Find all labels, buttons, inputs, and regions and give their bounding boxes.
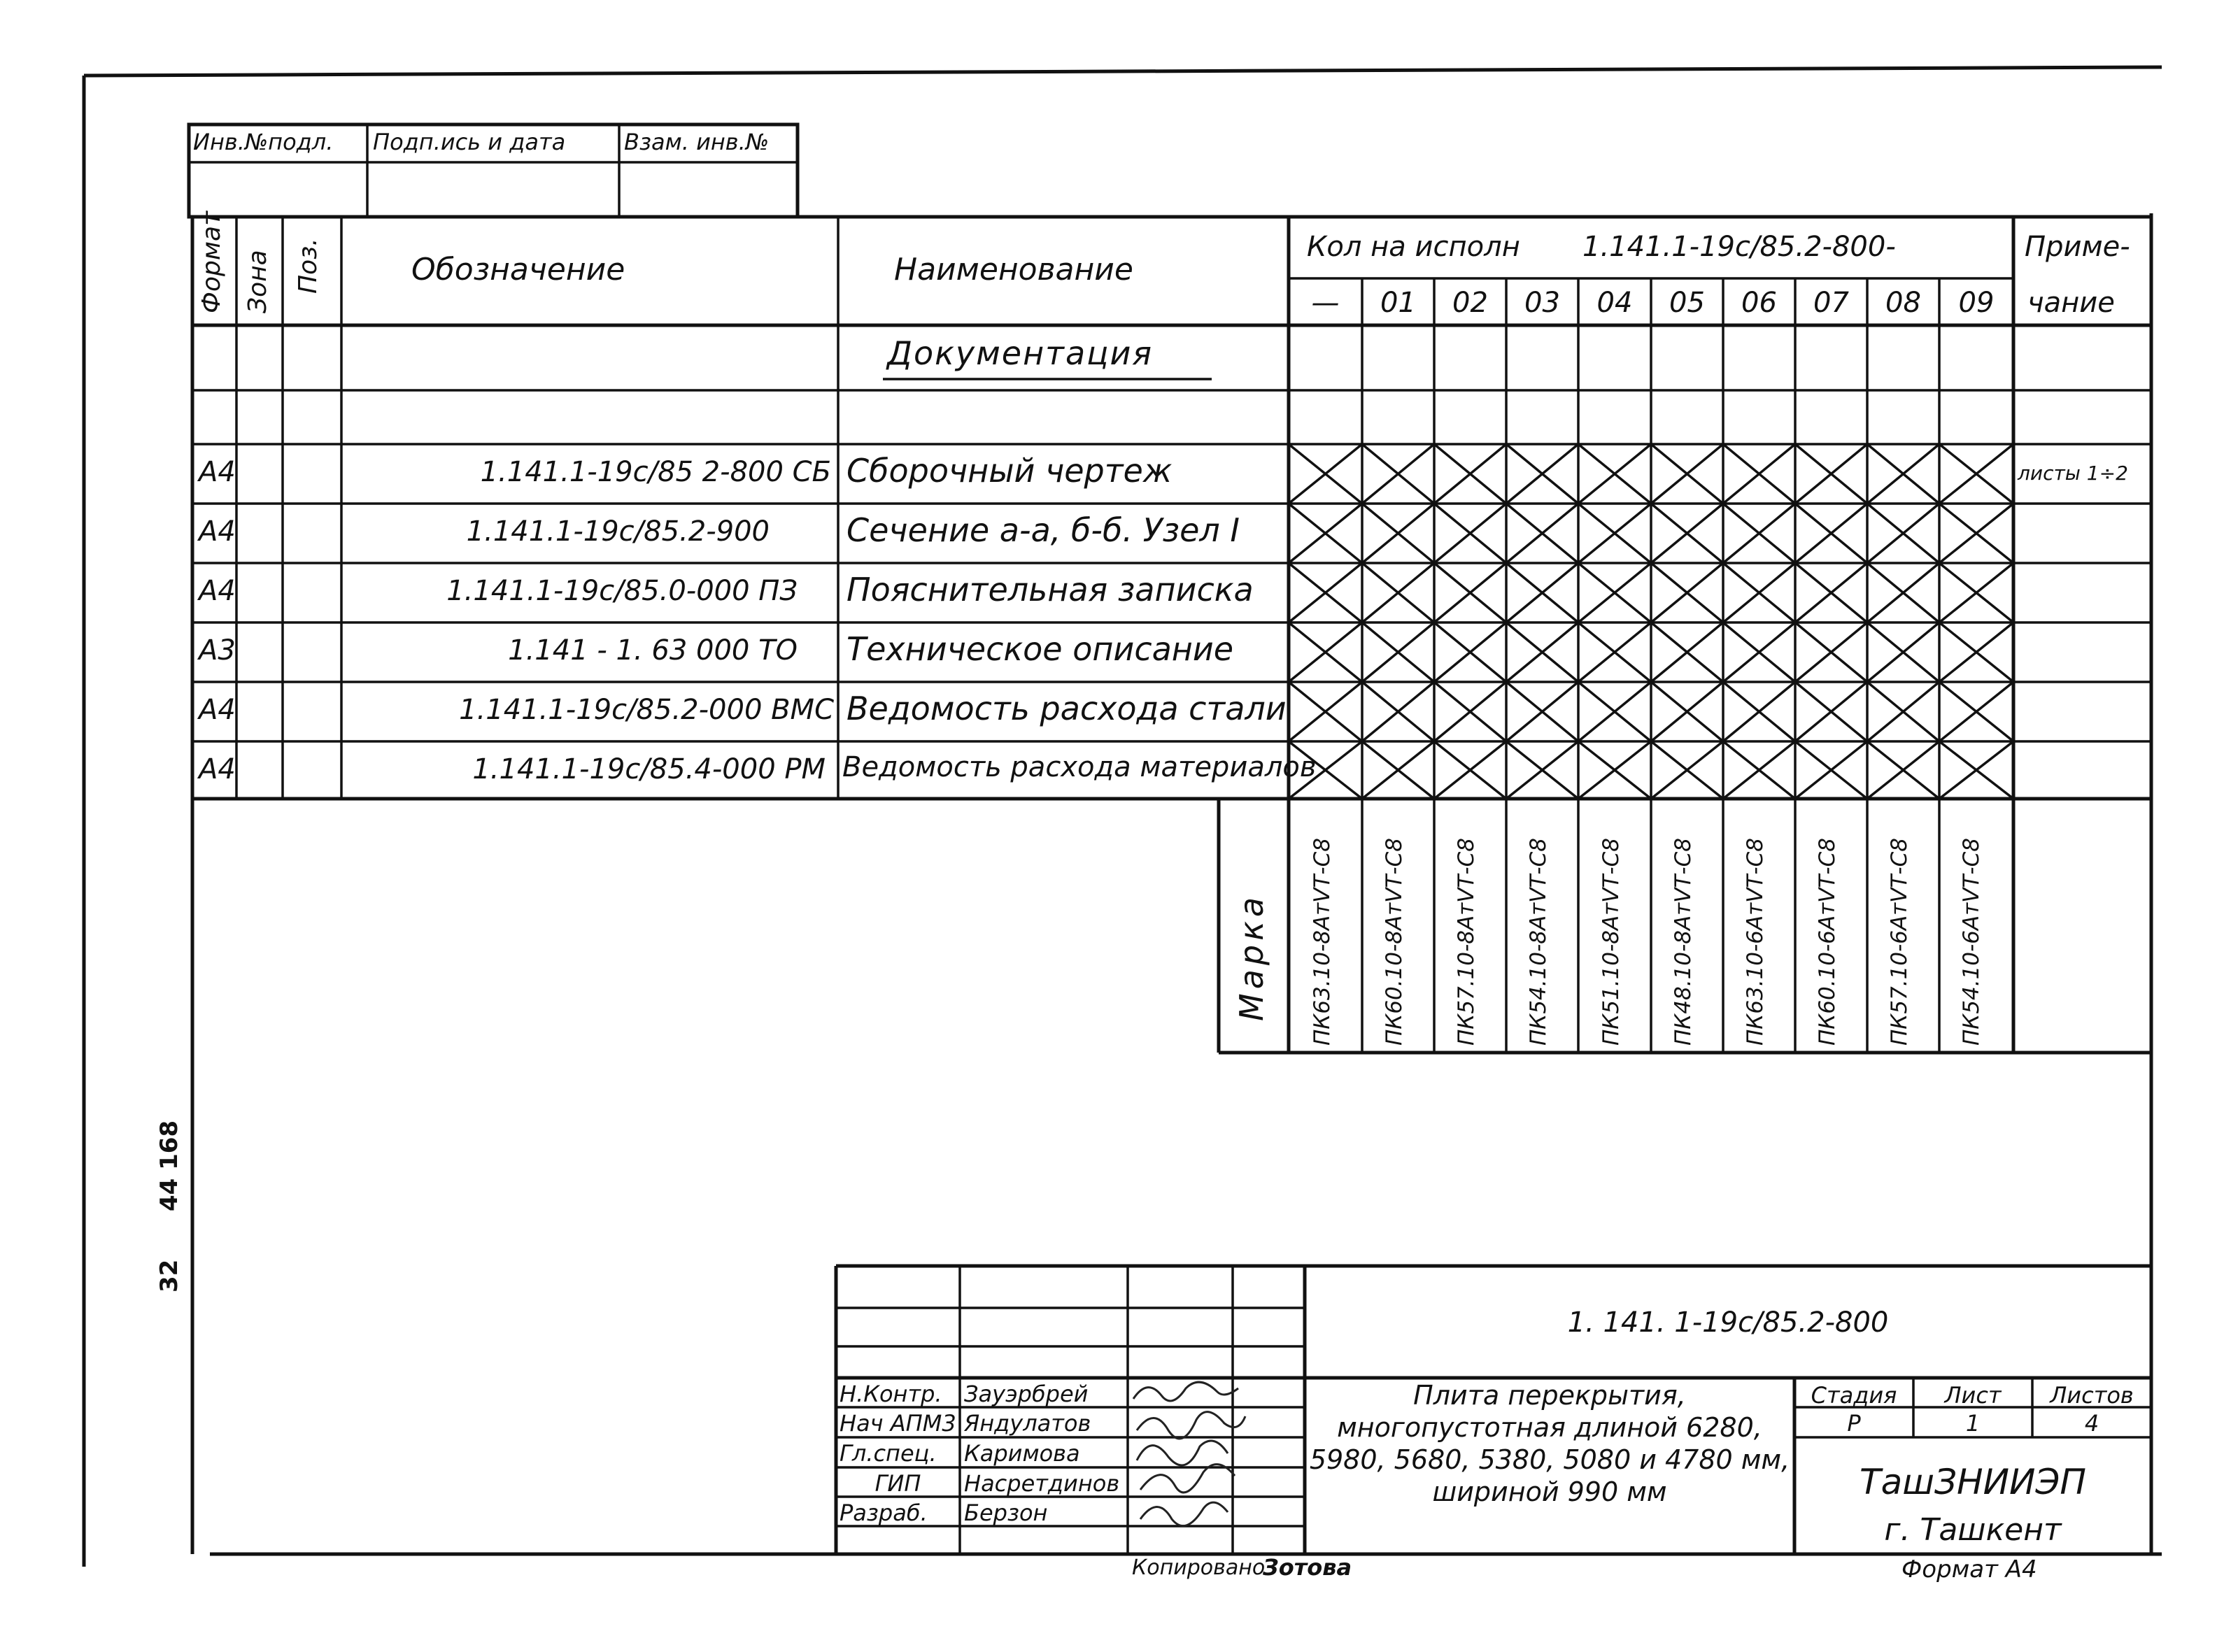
row-format: А4 bbox=[199, 753, 236, 785]
row-name: Сборочный чертеж bbox=[847, 452, 1173, 490]
signature-scribble bbox=[1140, 1465, 1235, 1493]
row-format: А4 bbox=[199, 694, 236, 726]
row-name: Ведомость расхода стали bbox=[847, 690, 1287, 727]
mark-code: ПК60.10-8АтVТ-С8 bbox=[1382, 838, 1407, 1046]
signature-scribble bbox=[1140, 1502, 1228, 1526]
row-note: листы 1÷2 bbox=[2018, 462, 2128, 485]
note-header-top: Приме- bbox=[2025, 231, 2130, 263]
signature-scribble bbox=[1137, 1412, 1245, 1439]
variant-header: 08 bbox=[1885, 287, 1921, 319]
variant-header: 09 bbox=[1958, 287, 1995, 319]
mark-code: ПК48.10-8АтVТ-С8 bbox=[1671, 838, 1696, 1046]
row-designation: 1.141 - 1. 63 000 ТО bbox=[508, 634, 798, 667]
document-code: 1. 141. 1-19с/85.2-800 bbox=[1567, 1306, 1889, 1339]
row-designation: 1.141.1-19с/85 2-800 СБ bbox=[480, 456, 831, 488]
row-designation: 1.141.1-19с/85.4-000 РМ bbox=[472, 753, 826, 785]
copied-label: Копировано bbox=[1132, 1555, 1266, 1580]
mark-code: ПК57.10-8АтVТ-С8 bbox=[1454, 838, 1479, 1046]
side-number: 44 168 bbox=[155, 1120, 183, 1211]
qty-code: 1.141.1-19с/85.2-800- bbox=[1582, 231, 1896, 263]
variant-header: 02 bbox=[1452, 287, 1488, 319]
row-format: А4 bbox=[199, 515, 236, 548]
mark-code: ПК60.10-6АтVТ-С8 bbox=[1815, 838, 1840, 1046]
variant-header: 06 bbox=[1741, 287, 1777, 319]
inv-number-label: Инв.№подл. bbox=[193, 129, 334, 155]
sheet-format: Формат А4 bbox=[1901, 1555, 2037, 1583]
sign-date-label: Подп.ись и дата bbox=[373, 129, 566, 155]
row-format: А4 bbox=[199, 575, 236, 607]
role-label: ГИП bbox=[874, 1470, 921, 1497]
person-name: Яндулатов bbox=[964, 1410, 1091, 1437]
variant-header: 05 bbox=[1669, 287, 1705, 319]
row-name: Ведомость расхода материалов bbox=[842, 751, 1317, 783]
row-designation: 1.141.1-19с/85.0-000 ПЗ bbox=[446, 575, 798, 607]
mark-code: ПК51.10-8АтVТ-С8 bbox=[1599, 838, 1624, 1046]
copied-by: Зотова bbox=[1263, 1554, 1352, 1581]
sheets-value: 4 bbox=[2084, 1410, 2099, 1437]
mark-code: ПК63.10-6АтVТ-С8 bbox=[1743, 838, 1768, 1046]
variant-header: 01 bbox=[1380, 287, 1416, 319]
section-title: Документация bbox=[887, 334, 1154, 372]
signature-scribble bbox=[1133, 1382, 1238, 1401]
row-name: Техническое описание bbox=[847, 630, 1234, 668]
sheet-label: Лист bbox=[1944, 1382, 2002, 1409]
designation-header: Обозначение bbox=[411, 252, 625, 287]
role-label: Гл.спец. bbox=[840, 1440, 937, 1467]
sheet-value: 1 bbox=[1965, 1410, 1981, 1437]
mark-code: ПК54.10-6АтVТ-С8 bbox=[1959, 838, 1984, 1046]
format-header: Формат bbox=[197, 211, 226, 313]
note-header-bottom: чание bbox=[2027, 287, 2115, 319]
mark-code: ПК57.10-6АтVТ-С8 bbox=[1887, 838, 1912, 1046]
row-format: А3 bbox=[199, 634, 236, 667]
city: г. Ташкент bbox=[1884, 1512, 2062, 1548]
description-line: многопустотная длиной 6280, bbox=[1337, 1412, 1762, 1443]
sheets-label: Листов bbox=[2050, 1382, 2134, 1409]
variant-header: — bbox=[1311, 287, 1340, 319]
person-name: Насретдинов bbox=[964, 1470, 1120, 1497]
side-number: 32 bbox=[155, 1259, 183, 1293]
position-header: Поз. bbox=[294, 238, 323, 294]
role-label: Н.Контр. bbox=[840, 1381, 942, 1407]
person-name: Берзон bbox=[964, 1500, 1048, 1526]
row-designation: 1.141.1-19с/85.2-000 ВМС bbox=[459, 694, 834, 726]
role-label: Нач АПМ3 bbox=[840, 1410, 956, 1437]
row-name: Сечение а-а, б-б. Узел I bbox=[847, 511, 1240, 549]
description-line: 5980, 5680, 5380, 5080 и 4780 мм, bbox=[1309, 1444, 1790, 1475]
mark-code: ПК54.10-8АтVТ-С8 bbox=[1526, 838, 1551, 1046]
name-header: Наименование bbox=[894, 252, 1133, 287]
organization: ТашЗНИИЭП bbox=[1860, 1462, 2086, 1502]
qty-caption: Кол на исполн bbox=[1307, 231, 1520, 263]
person-name: Зауэрбрей bbox=[964, 1381, 1089, 1407]
row-format: А4 bbox=[199, 456, 236, 488]
row-name: Пояснительная записка bbox=[847, 571, 1254, 608]
stage-value: Р bbox=[1847, 1410, 1861, 1437]
replace-inv-label: Взам. инв.№ bbox=[624, 129, 770, 155]
description-line: шириной 990 мм bbox=[1432, 1476, 1667, 1507]
row-designation: 1.141.1-19с/85.2-900 bbox=[466, 515, 770, 548]
stage-label: Стадия bbox=[1811, 1382, 1897, 1409]
zone-header: Зона bbox=[243, 250, 272, 313]
marka-label: Марка bbox=[1233, 892, 1270, 1021]
variant-header: 03 bbox=[1524, 287, 1560, 319]
person-name: Каримова bbox=[964, 1440, 1080, 1467]
role-label: Разраб. bbox=[840, 1500, 928, 1526]
variant-header: 04 bbox=[1596, 287, 1633, 319]
signature-scribble bbox=[1137, 1441, 1228, 1465]
mark-code: ПК63.10-8АтVТ-С8 bbox=[1310, 838, 1335, 1046]
description-line: Плита перекрытия, bbox=[1413, 1380, 1686, 1411]
variant-header: 07 bbox=[1813, 287, 1849, 319]
